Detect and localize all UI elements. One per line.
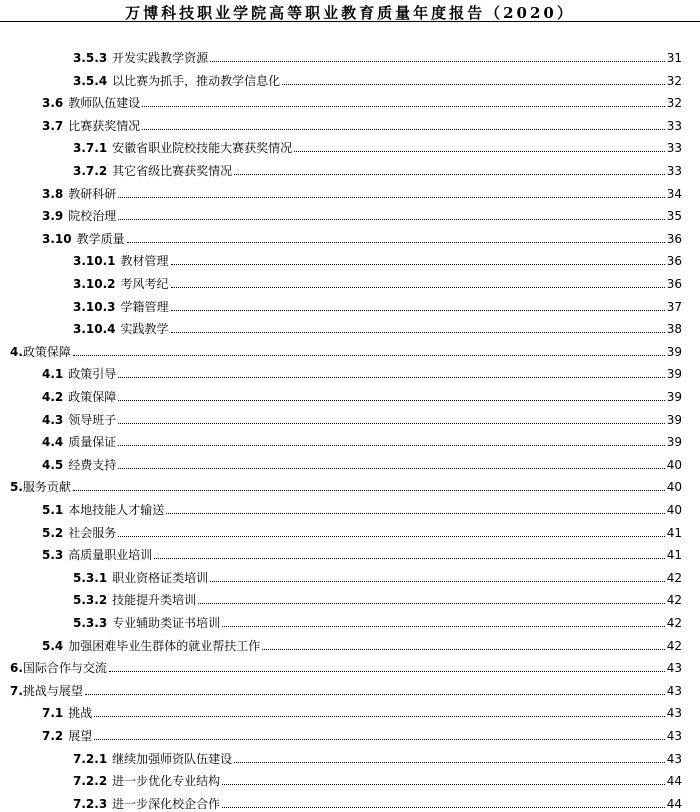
toc-entry-page: 39 [666,345,682,359]
report-title: 万博科技职业学院高等职业教育质量年度报告（2020） [125,4,575,22]
toc-entry-number: 4.5 [42,458,64,472]
toc-dot-leader [171,310,665,311]
toc-entry-title: 进一步优化专业结构 [112,774,221,788]
toc-entry-title: 进一步深化校企合作 [112,797,221,811]
toc-entry[interactable] [73,66,682,88]
toc-entry-title: 质量保证 [68,435,117,449]
toc-entry-number: 3.10 [42,232,72,246]
toc-entry-page: 41 [666,526,682,540]
toc-entry-number: 5.2 [42,526,64,540]
toc-dot-leader [109,671,665,672]
toc-entry-number: 3.7.2 [73,164,108,178]
toc-entry-page: 44 [666,774,682,788]
toc-dot-leader [222,807,665,808]
toc-entry[interactable] [42,382,682,404]
toc-entry-title: 国际合作与交流 [22,661,107,675]
toc-dot-leader [198,603,665,604]
toc-dot-leader [234,762,665,763]
toc-entry[interactable] [73,608,682,630]
toc-entry-title: 教学质量 [76,232,125,246]
toc-entry-title: 考风考纪 [120,277,169,291]
toc-entry-page: 42 [666,639,682,653]
toc-entry-number: 3.5.3 [73,51,108,65]
toc-entry-title: 政策保障 [68,390,117,404]
toc-entry[interactable] [42,88,682,110]
toc-entry-number: 7.2.2 [73,774,108,788]
toc-entry-title: 社会服务 [68,526,117,540]
toc-entry[interactable] [42,111,682,133]
toc-entry-number: 3.5.4 [73,74,108,88]
toc-dot-leader [118,423,664,424]
toc-dot-leader [118,377,664,378]
toc-dot-leader [118,468,664,469]
toc-entry-title: 技能提升类培训 [112,593,197,607]
toc-entry-page: 36 [666,254,682,268]
toc-entry-page: 31 [666,51,682,65]
toc-dot-leader [118,197,664,198]
toc-entry-title: 学籍管理 [120,300,169,314]
toc-entry[interactable] [42,427,682,449]
toc-entry-title: 继续加强师资队伍建设 [112,752,233,766]
toc-entry-title: 教研科研 [68,187,117,201]
toc-entry-page: 43 [666,684,682,698]
toc-entry-title: 以比赛为抓手，推动教学信息化 [112,74,281,88]
toc-entry-page: 36 [666,232,682,246]
toc-entry-page: 42 [666,616,682,630]
toc-dot-leader [154,558,664,559]
toc-entry[interactable] [73,563,682,585]
toc-entry[interactable] [42,698,682,720]
toc-entry[interactable] [73,292,682,314]
toc-entry-number: 7. [10,684,23,698]
toc-dot-leader [262,649,664,650]
toc-entry-title: 加强困难毕业生群体的就业帮扶工作 [68,639,261,653]
page-header [0,0,700,22]
toc-dot-leader [294,151,665,152]
toc-entry-title: 专业辅助类证书培训 [112,616,221,630]
toc-entry-page: 40 [666,503,682,517]
toc-entry[interactable] [42,721,682,743]
toc-dot-leader [142,129,664,130]
toc-entry-page: 43 [666,729,682,743]
toc-entry[interactable] [10,472,682,494]
toc-entry[interactable] [73,789,682,811]
toc-dot-leader [222,784,665,785]
toc-entry-number: 3.7 [42,119,64,133]
toc-entry-number: 7.2 [42,729,64,743]
toc-entry-page: 43 [666,706,682,720]
toc-entry-number: 7.2.3 [73,797,108,811]
toc-entry-number: 5.1 [42,503,64,517]
toc-entry-title: 挑战与展望 [22,684,83,698]
toc-entry-title: 实践教学 [120,322,169,336]
toc-entry-number: 4.4 [42,435,64,449]
toc-entry[interactable] [10,676,682,698]
toc-entry-page: 39 [666,413,682,427]
toc-entry[interactable] [73,314,682,336]
toc-entry-number: 5.4 [42,639,64,653]
toc-entry-title: 本地技能人才输送 [68,503,165,517]
toc-entry-number: 3.7.1 [73,141,108,155]
toc-entry[interactable] [73,246,682,268]
toc-entry-number: 5. [10,480,23,494]
toc-entry[interactable] [73,585,682,607]
toc-dot-leader [127,242,665,243]
toc-entry-title: 比赛获奖情况 [68,119,141,133]
toc-entry-title: 开发实践教学资源 [112,51,209,65]
toc-entry-number: 4.2 [42,390,64,404]
toc-entry-page: 33 [666,141,682,155]
toc-entry[interactable] [42,450,682,472]
toc-dot-leader [210,61,665,62]
toc-entry[interactable] [73,156,682,178]
toc-dot-leader [118,536,664,537]
toc-entry[interactable] [42,405,682,427]
toc-dot-leader [171,332,665,333]
toc-entry-title: 高质量职业培训 [68,548,153,562]
toc-entry-page: 39 [666,390,682,404]
toc-entry-number: 3.10.1 [73,254,116,268]
toc-entry-page: 39 [666,435,682,449]
toc-entry-number: 4. [10,345,23,359]
toc-entry-title: 教师队伍建设 [68,96,141,110]
toc-entry-number: 7.1 [42,706,64,720]
toc-dot-leader [222,626,665,627]
toc-dot-leader [118,445,664,446]
toc-entry[interactable] [42,179,682,201]
toc-entry-title: 教材管理 [120,254,169,268]
toc-dot-leader [282,84,665,85]
toc-entry-title: 院校治理 [68,209,117,223]
toc-entry[interactable] [42,631,682,653]
toc-entry[interactable] [73,43,682,65]
toc-entry-number: 5.3.2 [73,593,108,607]
toc-entry-title: 职业资格证类培训 [112,571,209,585]
toc-dot-leader [210,581,665,582]
header-divider [0,21,700,22]
toc-dot-leader [171,264,665,265]
toc-entry-page: 33 [666,164,682,178]
toc-dot-leader [118,219,664,220]
toc-entry-number: 5.3.3 [73,616,108,630]
toc-dot-leader [73,490,665,491]
toc-entry-number: 3.10.2 [73,277,116,291]
toc-entry-number: 6. [10,661,23,675]
toc-entry-page: 42 [666,571,682,585]
toc-dot-leader [171,287,665,288]
toc-entry-number: 5.3 [42,548,64,562]
toc-dot-leader [85,694,665,695]
toc-dot-leader [234,174,665,175]
toc-entry[interactable] [42,359,682,381]
toc-entry-number: 5.3.1 [73,571,108,585]
toc-entry-page: 34 [666,187,682,201]
toc-entry-page: 44 [666,797,682,811]
toc-dot-leader [73,355,665,356]
toc-entry[interactable] [73,269,682,291]
toc-dot-leader [118,400,664,401]
toc-entry[interactable] [42,518,682,540]
toc-entry[interactable] [42,495,682,517]
toc-entry[interactable] [10,337,682,359]
toc-entry-title: 政策引导 [68,367,117,381]
toc-entry-number: 3.9 [42,209,64,223]
toc-entry-page: 32 [666,74,682,88]
toc-entry-page: 43 [666,661,682,675]
toc-entry-number: 4.3 [42,413,64,427]
toc-entry-page: 38 [666,322,682,336]
toc-entry-number: 3.6 [42,96,64,110]
toc-entry-page: 43 [666,752,682,766]
toc-entry-title: 政策保障 [22,345,71,359]
toc-entry-number: 4.1 [42,367,64,381]
toc-entry-title: 挑战 [68,706,93,720]
toc-entry[interactable] [10,653,682,675]
toc-entry-page: 33 [666,119,682,133]
toc-entry[interactable] [73,744,682,766]
toc-entry-title: 经费支持 [68,458,117,472]
toc-entry-page: 32 [666,96,682,110]
toc-dot-leader [142,106,664,107]
toc-entry-title: 展望 [68,729,93,743]
toc-entry-page: 40 [666,458,682,472]
toc-entry-title: 其它省级比赛获奖情况 [112,164,233,178]
toc-entry-number: 3.10.4 [73,322,116,336]
toc-entry-title: 安徽省职业院校技能大赛获奖情况 [112,141,293,155]
toc-entry[interactable] [42,201,682,223]
toc-entry-page: 37 [666,300,682,314]
toc-entry-page: 35 [666,209,682,223]
toc-entry-page: 40 [666,480,682,494]
toc-dot-leader [94,716,664,717]
toc-entry-number: 3.8 [42,187,64,201]
toc-dot-leader [166,513,664,514]
toc-entry-number: 3.10.3 [73,300,116,314]
toc-entry-page: 39 [666,367,682,381]
toc-entry[interactable] [73,766,682,788]
toc-entry-page: 36 [666,277,682,291]
toc-entry[interactable] [42,540,682,562]
toc-entry-page: 42 [666,593,682,607]
toc-entry[interactable] [42,224,682,246]
toc-entry-page: 41 [666,548,682,562]
toc-entry[interactable] [73,133,682,155]
toc-dot-leader [94,739,664,740]
toc-entry-title: 领导班子 [68,413,117,427]
toc-entry-title: 服务贡献 [22,480,71,494]
toc-entry-number: 7.2.1 [73,752,108,766]
